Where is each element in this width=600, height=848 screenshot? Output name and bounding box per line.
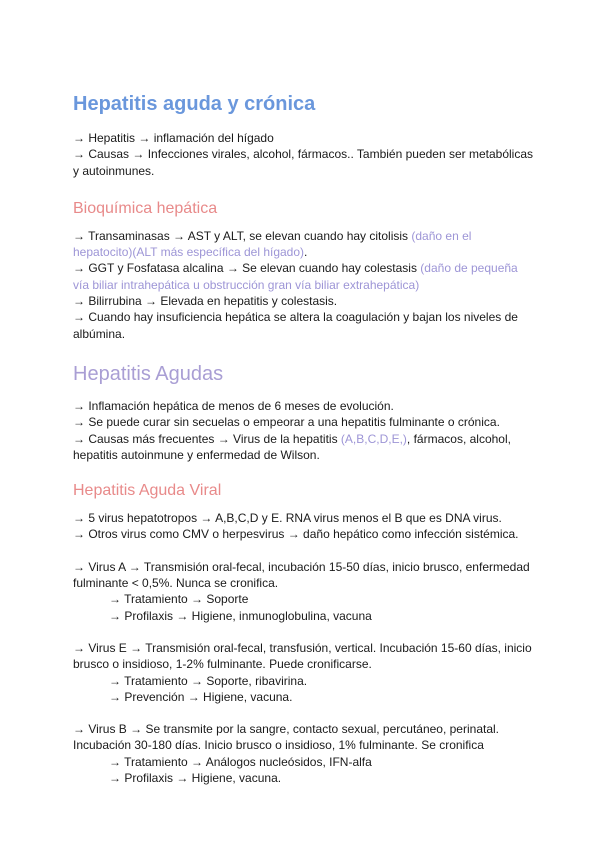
agudas-line-2: → Se puede curar sin secuelas o empeorar a una hepatitis fulminante o crónica.	[73, 415, 500, 430]
ggt-note: (daño de pequeña vía biliar intrahepática u obstrucción gran vía biliar extrahepática)	[73, 261, 518, 292]
virus-e-line: → Virus E → Transmisión oral-fecal, transfusión, vertical. Incubación 15-60 días, inicio brusco o insidioso, 1-2% fulminante. Puede cronificarse.	[73, 640, 532, 672]
agudas-causas-text: → Causas más frecuentes → Virus de la hepatitis	[73, 431, 341, 446]
virus-b-tratamiento: → Tratamiento → Análogos nucleósidos, IFN-alfa	[109, 754, 372, 769]
document-page	[73, 92, 533, 786]
transaminasas-line	[73, 228, 533, 261]
page-title: Hepatitis aguda y crónica	[73, 93, 316, 115]
agudas-causas-line	[73, 431, 533, 464]
virus-b-profilaxis: → Profilaxis → Higiene, vacuna.	[109, 771, 282, 786]
section-heading-agudas: Hepatitis Agudas	[73, 362, 224, 385]
virus-e-prevencion: → Prevención → Higiene, vacuna.	[109, 689, 293, 704]
agudas-causas-end: , fármacos, alcohol, hepatitis autoinmune y enfermedad de Wilson.	[73, 431, 511, 462]
bilirrubina-line: → Bilirrubina → Elevada en hepatitis y colestasis.	[73, 294, 338, 309]
transaminasas-end: .	[304, 245, 308, 260]
virus-e-tratamiento: → Tratamiento → Soporte, ribavirina.	[109, 673, 308, 688]
transaminasas-note: (daño en el hepatocito)(ALT más específica del hígado)	[73, 228, 472, 260]
virus-a-profilaxis: → Profilaxis → Higiene, inmunoglobulina, vacuna	[109, 608, 372, 623]
agudas-line-1: → Inflamación hepática de menos de 6 meses de evolución.	[73, 398, 394, 413]
ggt-text: → GGT y Fosfatasa alcalina → Se elevan cuando hay colestasis	[73, 261, 421, 276]
intro-hepatitis-line: → Hepatitis → inflamación del hígado	[73, 131, 274, 145]
virus-b-line: → Virus B → Se transmite por la sangre, contacto sexual, percutáneo, perinatal. Incubación 30-180 días. Inicio brusco o insidioso, 1% fulminante. Se cronifica	[73, 722, 499, 753]
intro-causas-line: → Causas → Infecciones virales, alcohol, fármacos.. También pueden ser metabólicas y autoinmunes.	[73, 147, 534, 178]
viral-line-1: → 5 virus hepatotropos → A,B,C,D y E. RNA virus menos el B que es DNA virus.	[73, 511, 502, 526]
section-heading-viral: Hepatitis Aguda Viral	[73, 482, 222, 500]
agudas-causas-note: (A,B,C,D,E,)	[340, 431, 407, 446]
viral-line-2: → Otros virus como CMV o herpesvirus → daño hepático como infección sistémica.	[73, 527, 519, 542]
section-heading-bioquimica: Bioquímica hepática	[73, 199, 218, 217]
virus-a-line: → Virus A → Transmisión oral-fecal, incubación 15-50 días, inicio brusco, enfermedad fulminante < 0,5%. Nunca se cronifica.	[73, 559, 530, 591]
insuficiencia-line: → Cuando hay insuficiencia hepática se altera la coagulación y bajan los niveles de albúmina.	[73, 310, 518, 341]
virus-a-tratamiento: → Tratamiento → Soporte	[109, 592, 249, 607]
transaminasas-text: → Transaminasas → AST y ALT, se elevan cuando hay citolisis	[73, 228, 412, 243]
ggt-line	[73, 260, 533, 293]
